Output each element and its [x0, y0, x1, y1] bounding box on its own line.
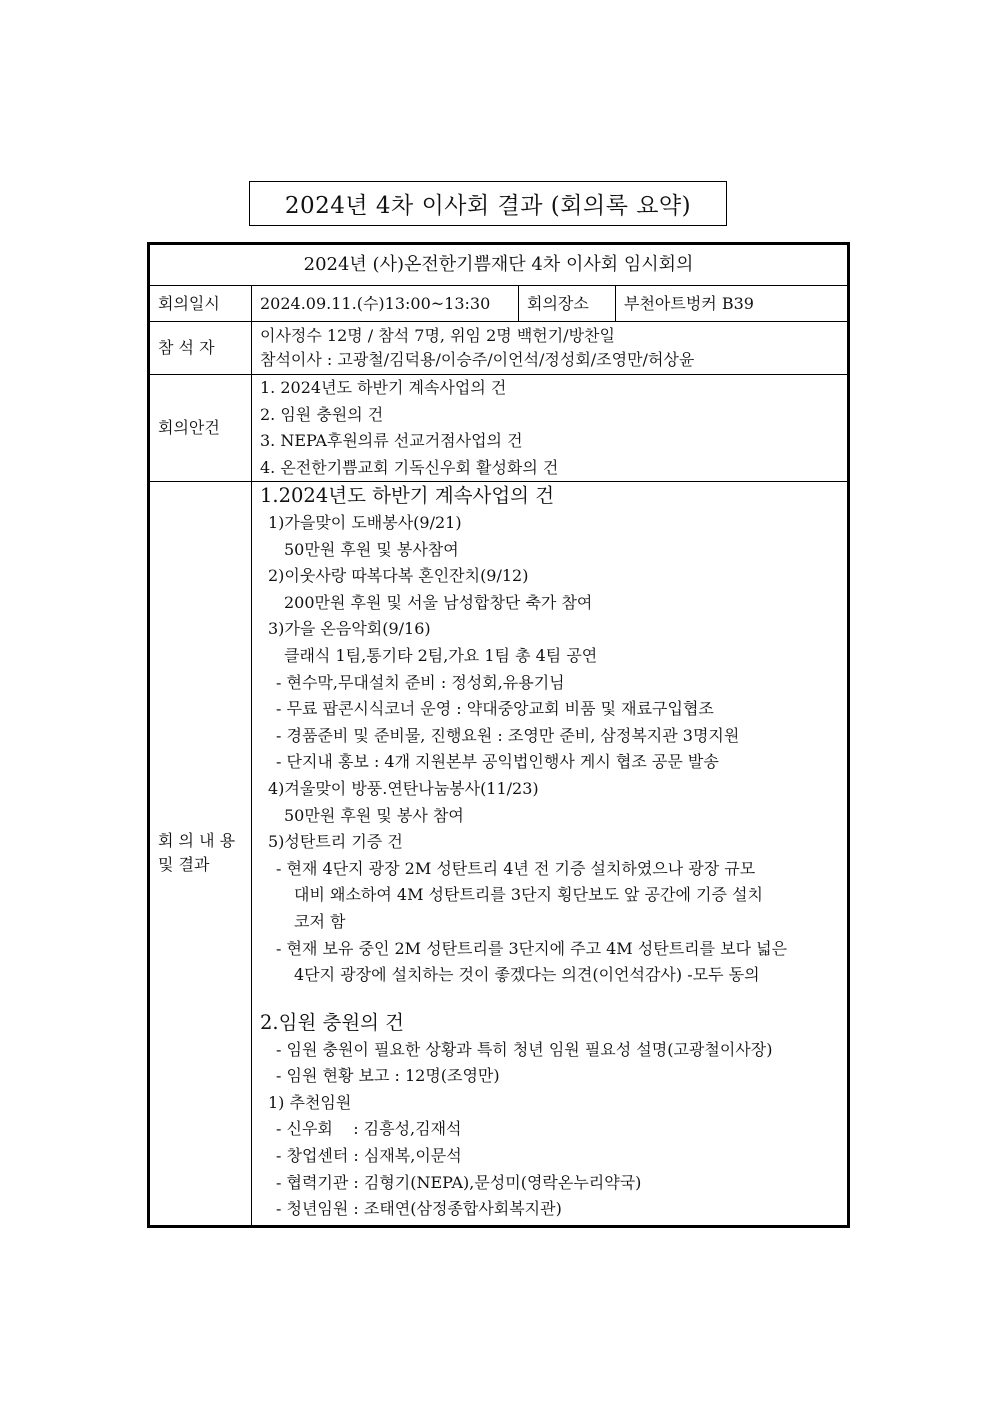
content-line: 대비 왜소하여 4M 성탄트리를 3단지 횡단보도 앞 공간에 기증 설치 — [294, 885, 763, 905]
section-heading: 1.2024년도 하반기 계속사업의 건 — [260, 484, 555, 507]
content-line: 200만원 후원 및 서울 남성합창단 축가 참여 — [284, 592, 593, 612]
content-line: - 현수막,무대설치 준비 : 정성회,유용기님 — [276, 672, 565, 692]
content-line: 5)성탄트리 기증 건 — [268, 832, 403, 852]
content-line: - 청년임원 : 조태연(삼정종합사회복지관) — [276, 1199, 562, 1219]
place-value: 부천아트벙커 B39 — [616, 286, 849, 322]
content-line: - 임원 현황 보고 : 12명(조영만) — [276, 1066, 500, 1086]
spacer — [260, 989, 839, 1009]
content-line: 클래식 1팀,통기타 2팀,가요 1팀 총 4팀 공연 — [284, 645, 598, 665]
content-line: - 현재 보유 중인 2M 성탄트리를 3단지에 주고 4M 성탄트리를 보다 넓은 — [276, 938, 788, 958]
content-line: - 무료 팝콘시식코너 운영 : 약대중앙교회 비품 및 재료구입협조 — [276, 699, 714, 719]
content-line: - 임원 충원이 필요한 상황과 특히 청년 임원 필요성 설명(고광철이사장) — [276, 1039, 773, 1059]
content-line: 2)이웃사랑 따복다복 혼인잔치(9/12) — [268, 566, 529, 586]
content-line: - 경품준비 및 준비물, 진행요원 : 조영만 준비, 삼정복지관 3명지원 — [276, 725, 740, 745]
content-row — [149, 482, 849, 1227]
content-line: - 단지내 홍보 : 4개 지원본부 공익법인행사 게시 협조 공문 발송 — [276, 752, 719, 772]
agenda-item: 3. NEPA후원의류 선교거점사업의 건 — [260, 431, 523, 450]
attendees-row — [149, 322, 849, 375]
agenda-item: 4. 온전한기쁨교회 기독신우회 활성화의 건 — [260, 457, 559, 477]
content-label — [149, 482, 252, 1227]
attendees-line: 참석이사 : 고광철/김덕용/이승주/이언석/정성회/조영만/허상윤 — [260, 350, 695, 369]
content-label-line: 회 의 내 용 — [158, 831, 236, 851]
meeting-info-row — [149, 286, 849, 322]
agenda-list — [252, 375, 849, 482]
content-body — [252, 482, 849, 1227]
content-line: - 신우회 : 김흥성,김재석 — [276, 1119, 462, 1139]
attendees-label: 참 석 자 — [149, 322, 252, 375]
date-value: 2024.09.11.(수)13:00~13:30 — [252, 286, 519, 322]
content-line: 50만원 후원 및 봉사 참여 — [284, 805, 464, 825]
content-line: 3)가을 온음악회(9/16) — [268, 619, 431, 639]
section-heading: 2.임원 충원의 건 — [260, 1010, 405, 1034]
agenda-label: 회의안건 — [149, 375, 252, 482]
agenda-row — [149, 375, 849, 482]
content-line: - 창업센터 : 심재복,이문석 — [276, 1146, 462, 1166]
content-line: 코저 함 — [294, 911, 346, 931]
content-line: 1) 추천임원 — [268, 1092, 352, 1112]
agenda-item: 2. 임원 충원의 건 — [260, 404, 384, 424]
attendees-value — [252, 322, 849, 375]
attendees-line: 이사정수 12명 / 참석 7명, 위임 2명 백헌기/방찬일 — [260, 326, 615, 345]
content-line: - 협력기관 : 김형기(NEPA),문성미(영락온누리약국) — [276, 1172, 642, 1192]
date-label: 회의일시 — [149, 286, 252, 322]
minutes-table — [147, 242, 850, 1228]
content-line: - 현재 4단지 광장 2M 성탄트리 4년 전 기증 설치하였으나 광장 규모 — [276, 858, 756, 878]
content-label-line: 및 결과 — [158, 855, 210, 875]
agenda-item: 1. 2024년도 하반기 계속사업의 건 — [260, 378, 507, 397]
content-line: 4단지 광장에 설치하는 것이 좋겠다는 의견(이언석감사) -모두 동의 — [294, 965, 760, 985]
content-line: 50만원 후원 및 봉사참여 — [284, 539, 459, 559]
table-header: 2024년 (사)온전한기쁨재단 4차 이사회 임시회의 — [149, 244, 849, 286]
content-line: 4)겨울맞이 방풍.연탄나눔봉사(11/23) — [268, 778, 539, 798]
table-header-row — [149, 244, 849, 286]
place-label: 회의장소 — [519, 286, 616, 322]
document-title: 2024년 4차 이사회 결과 (회의록 요약) — [249, 181, 727, 226]
content-line: 1)가을맞이 도배봉사(9/21) — [268, 513, 462, 532]
